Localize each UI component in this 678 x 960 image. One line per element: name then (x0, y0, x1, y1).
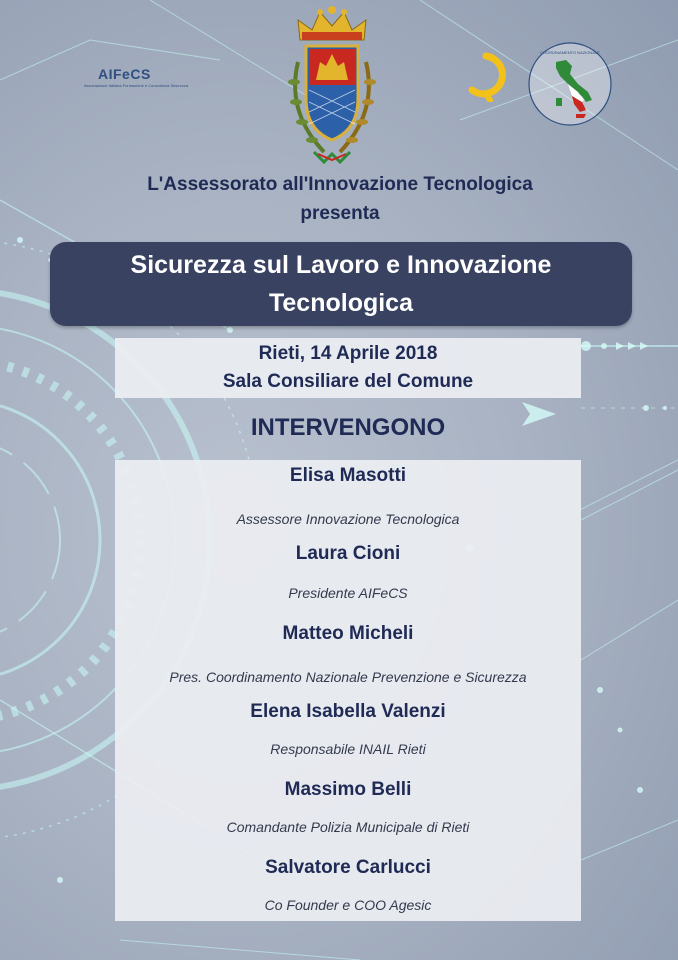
speaker-item (115, 700, 581, 758)
speaker-item (115, 542, 581, 602)
speaker-name: Massimo Belli (284, 779, 412, 800)
aifecs-logo-text: AIFeCS (98, 66, 151, 82)
speaker-role: Assessore Innovazione Tecnologica (236, 511, 460, 527)
speaker-role: Presidente AIFeCS (288, 585, 408, 601)
speaker-name: Laura Cioni (295, 543, 401, 564)
speaker-role: Comandante Polizia Municipale di Rieti (226, 819, 470, 835)
speakers-list (115, 460, 581, 921)
event-venue: Sala Consiliare del Comune (222, 371, 474, 392)
speakers-heading: INTERVENGONO (250, 414, 446, 441)
aifecs-logo (84, 66, 188, 92)
speaker-role: Co Founder e COO Agesic (264, 897, 432, 913)
q-logo-icon (462, 52, 510, 102)
presenter-heading (60, 170, 620, 228)
speaker-role: Responsabile INAIL Rieti (270, 741, 426, 757)
aifecs-logo-subtitle: Associazione Italiana Formazione e Consulenza Sicurezza (84, 83, 188, 88)
speaker-item (115, 778, 581, 836)
speaker-role: Pres. Coordinamento Nazionale Prevenzione e Sicurezza (169, 669, 527, 685)
speaker-name: Salvatore Carlucci (265, 857, 431, 878)
speaker-name: Elisa Masotti (289, 465, 407, 486)
presenter-line-2: presenta (300, 203, 380, 224)
event-title-box (50, 242, 632, 326)
event-date: Rieti, 14 Aprile 2018 (258, 343, 438, 364)
speaker-item (115, 464, 581, 528)
coordinamento-label: COORDINAMENTO NAZIONALE (540, 50, 600, 55)
presenter-line-1: L'Assessorato all'Innovazione Tecnologica (147, 174, 533, 195)
speaker-item (115, 622, 581, 686)
coat-of-arms-icon (284, 2, 380, 168)
speaker-name: Elena Isabella Valenzi (250, 701, 446, 722)
event-title-line-1: Sicurezza sul Lavoro e Innovazione (130, 251, 552, 279)
event-title-line-2: Tecnologica (268, 289, 413, 317)
event-details-box (115, 338, 581, 398)
speaker-item (115, 856, 581, 914)
speaker-name: Matteo Micheli (282, 623, 414, 644)
